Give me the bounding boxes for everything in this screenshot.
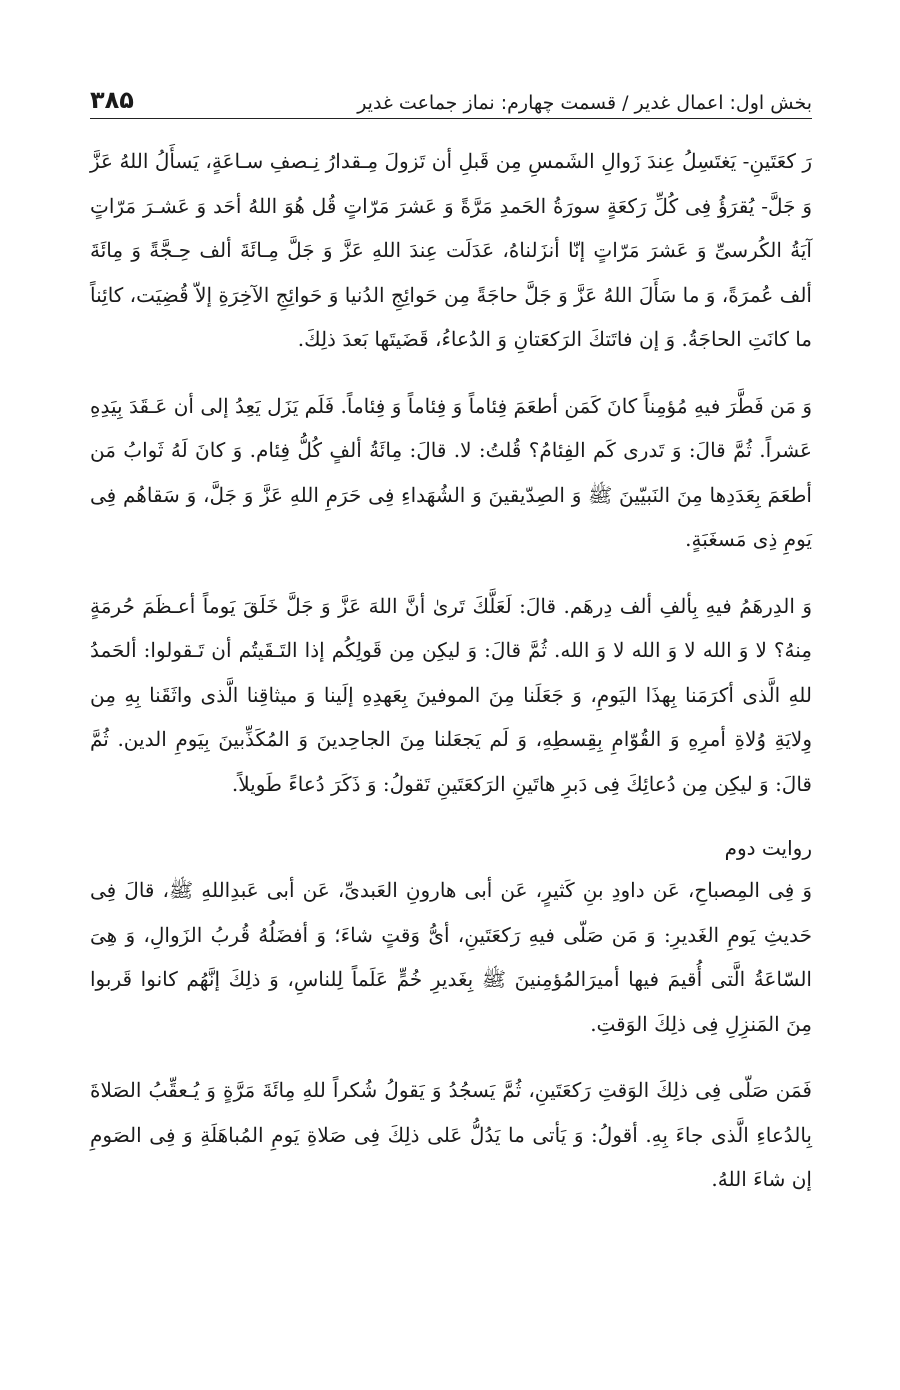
book-page <box>90 70 812 1224</box>
page-number: ۳۸۵ <box>90 86 134 114</box>
running-head: بخش اول: اعمال غدیر / قسمت چهارم: نماز جماعت غدیر <box>357 92 812 114</box>
paragraph-5: فَمَن صَلّى فِى ذلِكَ الوَقتِ رَكعَتَينِ، ثُمَّ يَسجُدُ وَ يَقولُ شُكراً للهِ مِائَةَ مَرَّةٍ وَ يُـعقِّبُ الصَلاةَ بِالدُعاءِ الَّذى جاءَ بِهِ. أقولُ: وَ يَأتى ما يَدُلُّ عَلى ذلِكَ فِى صَلاةِ يَومِ المُباهَلَةِ وَ فِى الصَومِ إن شاءَ اللهُ. <box>90 1078 813 1191</box>
page-header <box>90 70 812 119</box>
paragraph-1: رَ كعَتَينِ- يَغتَسِلُ عِندَ زَوالِ الشَمسِ مِن قَبلِ أن تَزولَ مِـقدارُ نِـصفِ سـاعَةٍ، يَسأَلُ اللهُ عَزَّ وَ جَلَّ- يُقرَؤُ فِى كُلِّ رَكعَةٍ سورَةُ الحَمدِ مَرَّةً وَ عَشرَ مَرّاتٍ قُل هُوَ اللهُ أحَد وَ عَشـرَ مَرّاتٍ آيَةُ الكُرسىِّ وَ عَشرَ مَرّاتٍ إنّا أنزَلناهُ، عَدَلَت عِندَ اللهِ عَزَّ وَ جَلَّ مِـائَةَ ألف حِـجَّةً وَ مِائَةَ ألف عُمرَةً، وَ ما سَأَلَ اللهُ عَزَّ وَ جَلَّ حاجَةً مِن حَوائِجِ الدُنيا وَ حَوائِجِ الآخِرَةِ إلاّ قُضِيَت، كائِناً ما كانَتِ الحاجَةُ. وَ إن فاتَتكَ الرَكعَتانِ وَ الدُعاءُ، قَضَيتَها بَعدَ ذلِكَ. <box>90 149 812 351</box>
section-subheading: روايت دوم <box>724 836 812 860</box>
paragraph-2: وَ مَن فَطَّرَ فيهِ مُؤمِناً كانَ كَمَن أطعَمَ فِئاماً وَ فِئاماً وَ فِئاماً. فَلَم يَزَل يَعِدُ إلى أن عَـقَدَ بِيَدِهِ عَشراً. ثُمَّ قالَ: وَ تَدرى كَم الفِئامُ؟ قُلتُ: لا. قالَ: مِائَةُ ألفٍ كُلُّ فِئام. وَ كانَ لَهُ ثَوابُ مَن أطعَمَ بِعَدَدِها مِنَ النَبيّينَ ﷺ وَ الصِدّيقينَ وَ الشُهَداءِ فِى حَرَمِ اللهِ عَزَّ وَ جَلَّ، وَ سَقاهُم فِى يَومِ ذِى مَسغَبَةٍ. <box>90 393 812 551</box>
paragraph-4: وَ فِى المِصباحِ، عَن داودِ بنِ كَثيرٍ، عَن أبى هارونِ العَبدىِّ، عَن أبى عَبدِاللهِ ﷺ، قالَ فِى حَديثِ يَومِ الغَديرِ: وَ مَن صَلّى فيهِ رَكعَتَينِ، أىُّ وَقتٍ شاءَ؛ وَ أفضَلُهُ قُربُ الزَوالِ، وَ هِىَ السّاعَةُ الَّتى أُقيمَ فيها أميرَالمُؤمِنينَ ﷺ بِغَديرِ خُمٍّ عَلَماً لِلناسِ، وَ ذلِكَ إنَّهُم كانوا قَربوا مِنَ المَنزِلِ فِى ذلِكَ الوَقتِ. <box>90 878 812 1036</box>
page-body <box>90 139 812 1202</box>
paragraph-3: وَ الدِرهَمُ فيهِ بِألفِ ألف دِرهَم. قالَ: لَعَلَّكَ تَرىٰ أنَّ اللهَ عَزَّ وَ جَلَّ خَلَقَ يَوماً أعـظَمَ حُرمَةٍ مِنهُ؟ لا وَ الله لا وَ الله لا وَ الله. ثُمَّ قالَ: وَ ليكِن مِن قَولِكُم إذا التَـقَيتُم أن تَـقولوا: ألحَمدُ للهِ الَّذى أكرَمَنا بِهذَا اليَومِ، وَ جَعَلَنا مِنَ الموفينَ بِعَهدِهِ إلَينا وَ ميثاقِنا الَّذى واثَقَنا بِهِ مِن وِلايَةِ وُلاةِ أمرِهِ وَ القُوّامِ بِقِسطِهِ، وَ لَم يَجعَلنا مِنَ الجاحِدينَ وَ المُكَذِّبينَ بِيَومِ الدين. ثُمَّ قالَ: وَ ليكِن مِن دُعائِكَ فِى دَبرِ هاتَينِ الرَكعَتَينِ تَقولُ: وَ ذَكَرَ دُعاءً طَويلاً. <box>90 593 812 796</box>
